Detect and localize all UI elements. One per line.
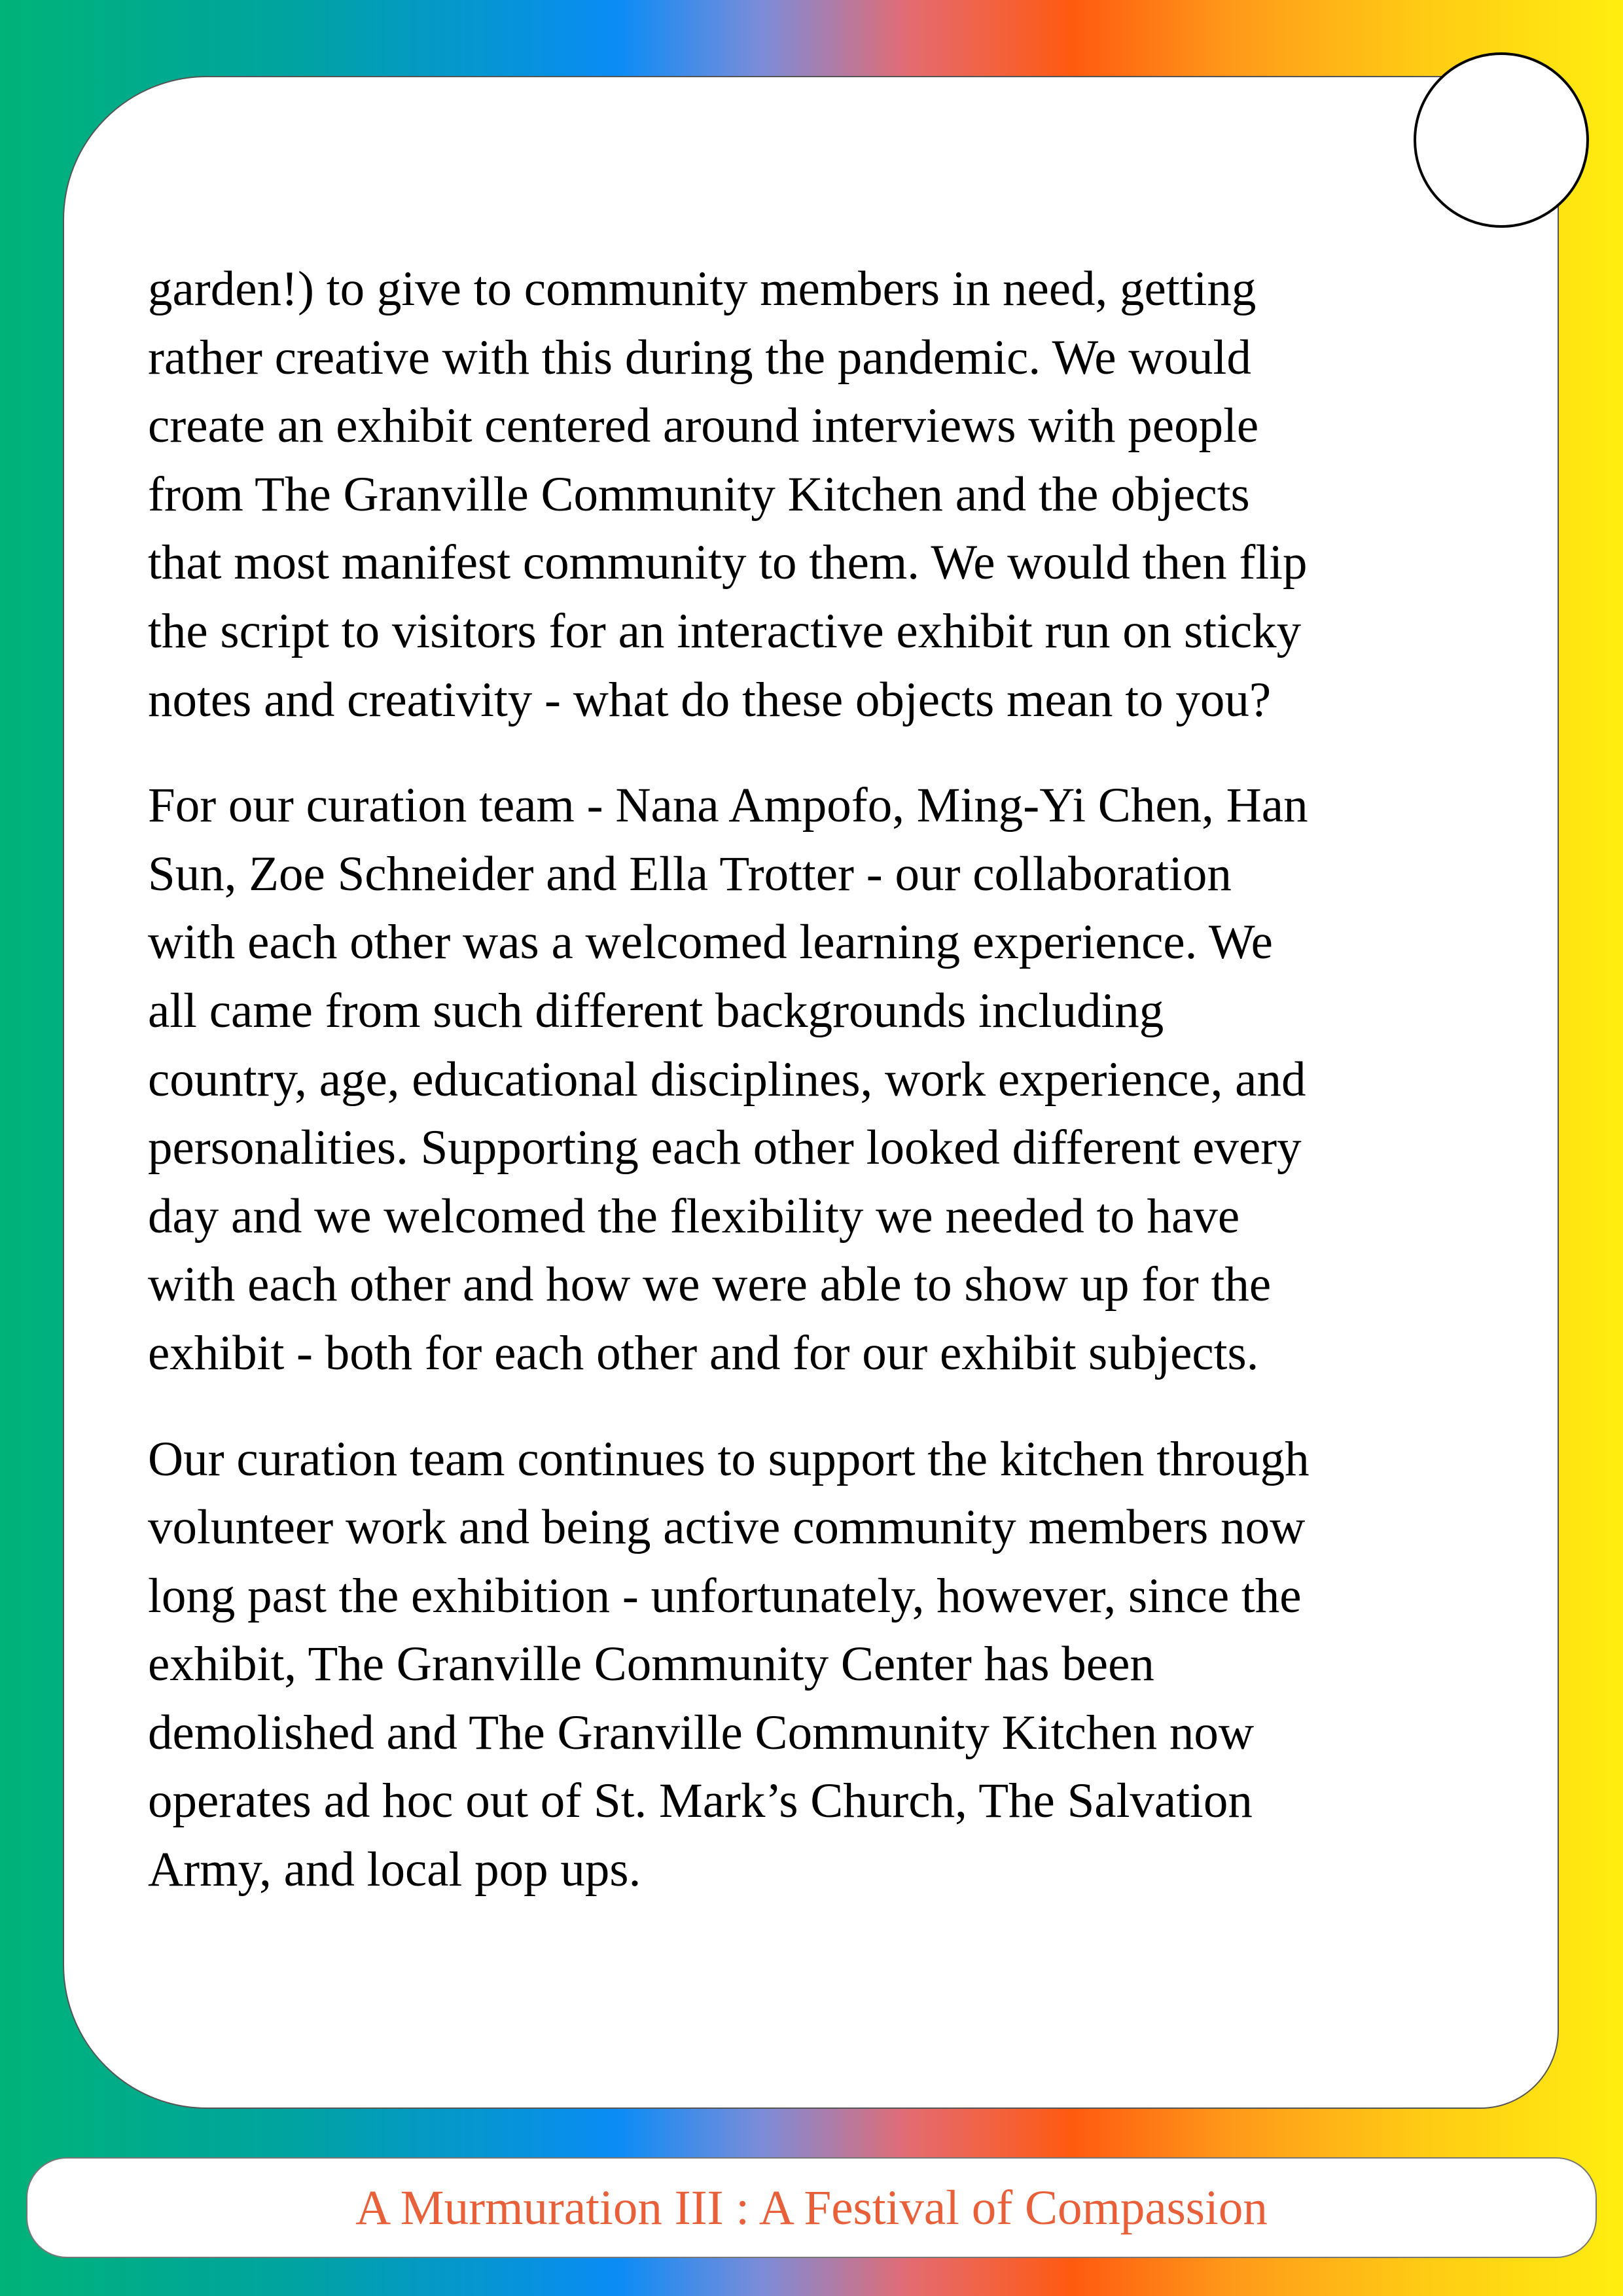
paragraph-exhibit-concept: garden!) to give to community members in need, getting rather creative with this during the pandemic. We would create an exhibit centered around interviews with people from The Granville Community Kitchen and the objects that most manifest community to them. We would then flip the script to visitors for an interactive exhibit run on sticky notes and creativity - what do these objects mean to you? — [148, 262, 1308, 727]
festival-title: A Murmuration III : A Festival of Compassion — [355, 2180, 1268, 2235]
paragraph-curation-team: For our curation team - Nana Ampofo, Ming-Yi Chen, Han Sun, Zoe Schneider and Ella Trotter - our collaboration with each other was a welcomed learning experience. We all came from such different backgrounds including country, age, educational disciplines, work experience, and personalities. Supporting each other looked different every day and we welcomed the flexibility we needed to have with each other and how we were able to show up for the exhibit - both for each other and for our exhibit subjects. — [148, 778, 1308, 1380]
corner-circle-decoration — [1414, 52, 1589, 228]
body-text — [148, 255, 1535, 1905]
footer-banner — [26, 2157, 1597, 2258]
paragraph-kitchen-update: Our curation team continues to support the kitchen through volunteer work and being active community members now long past the exhibition - unfortunately, however, since the exhibit, The Granville Community Center has been demolished and The Granville Community Kitchen now operates ad hoc out of St. Mark’s Church, The Salvation Army, and local pop ups. — [148, 1431, 1310, 1897]
